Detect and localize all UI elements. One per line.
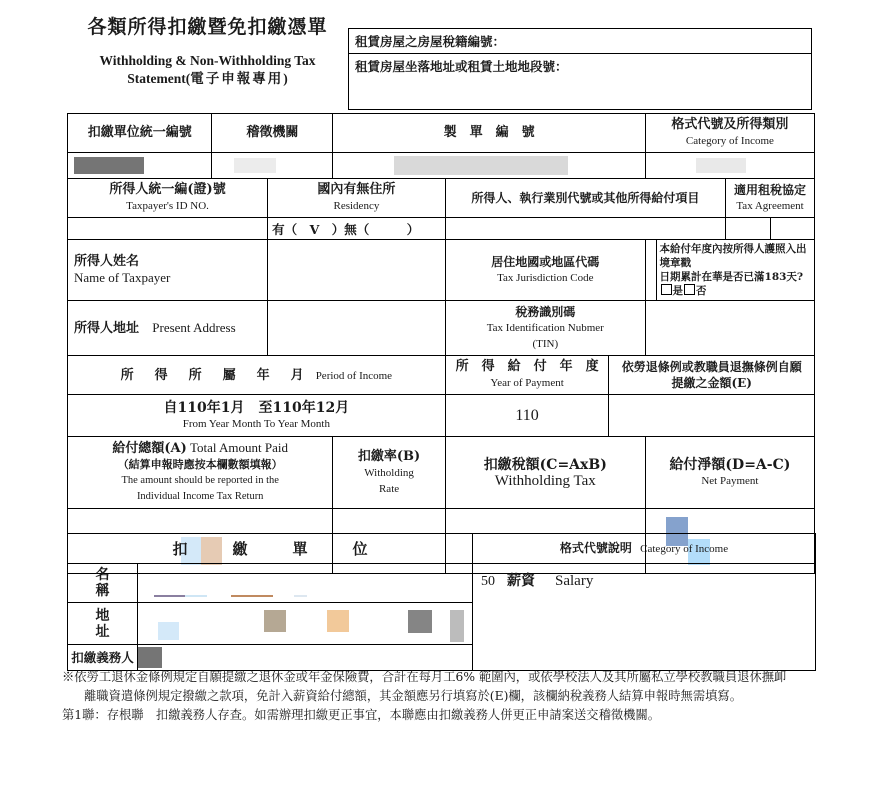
withholding-tax-header: [445, 437, 645, 509]
unit-id-value-cell[interactable]: [68, 153, 212, 179]
unit-id-header: 扣繳單位統一編號: [68, 114, 212, 153]
category-description-chinese: 格式代號說明: [559, 541, 632, 555]
withholding-unit-table: [67, 533, 815, 671]
footer-note-line3: 第1聯：存根聯 扣繳義務人存查。如需辦理扣繳更正事宜，本聯應由扣繳義務人併更正申請案送交稽徵機關。: [62, 708, 661, 722]
taxpayer-address-row: [68, 301, 815, 356]
taxpayer-id-header-chinese: 所得人統一編(證)號: [109, 182, 226, 197]
withholding-tax-header-english: Withholding Tax: [494, 472, 596, 489]
taxpayer-name-label: [68, 240, 268, 301]
form-subtitle-chinese: 電子申報專用: [190, 71, 284, 87]
form-title-english-line1: Withholding & Non-Withholding Tax: [99, 53, 316, 68]
payment-item-input[interactable]: [445, 218, 725, 240]
withholding-unit-title: 扣 繳 單 位: [68, 534, 473, 564]
period-header-chinese: 所 得 所 屬 年 月: [120, 367, 308, 383]
tax-agreement-header-english: Tax Agreement: [736, 200, 804, 212]
days-yes-checkbox[interactable]: [661, 284, 672, 295]
rental-property-box: [348, 28, 812, 110]
year-of-payment-value[interactable]: 110: [445, 395, 609, 437]
withholding-rate-header: [333, 437, 445, 509]
withholding-agent-redaction: [138, 647, 162, 668]
days-yes-label: 是: [672, 285, 684, 297]
withholder-name-redaction-1: [154, 595, 185, 597]
residency-header: [268, 179, 446, 218]
category-of-income-header: [645, 114, 814, 153]
year-of-payment-header-chinese: 所 得 給 付 年 度: [455, 359, 599, 374]
tin-header-chinese: 稅務識別碼: [515, 305, 576, 319]
tax-jurisdiction-header-chinese: 居住地國或地區代碼: [491, 255, 600, 269]
days-question-line1: 本給付年度內按所得人護照入出境章戳: [659, 243, 807, 269]
withholding-rate-header-english1: Witholding: [364, 466, 414, 479]
period-value-english: From Year Month To Year Month: [182, 417, 330, 430]
tax-jurisdiction-header: [445, 240, 645, 301]
withholder-address-input[interactable]: [138, 603, 473, 645]
category-name-english: Salary: [555, 573, 594, 589]
residency-header-english: Residency: [333, 200, 380, 212]
withholder-address-redaction-3: [327, 610, 349, 632]
period-header-english: Period of Income: [315, 369, 393, 382]
taxpayer-address-input[interactable]: [268, 301, 446, 356]
days-question-line2: [660, 270, 811, 298]
taxpayer-label-row: [68, 179, 815, 218]
withholder-name-label: 名 稱: [68, 564, 138, 603]
category-header-english: Category of Income: [685, 135, 774, 147]
form-title-chinese: 各類所得扣繳暨免扣繳憑單: [87, 16, 328, 38]
category-description-english: Category of Income: [640, 543, 729, 555]
total-amount-header-note-cn: （結算申報時應按本欄數額填報）: [117, 458, 283, 471]
tin-header: [445, 301, 645, 356]
tax-agreement-header: [726, 179, 815, 218]
taxpayer-address-label-chinese: 所得人地址: [74, 320, 140, 336]
tax-agreement-cell-left[interactable]: [726, 218, 771, 240]
taxpayer-address-label: [68, 301, 268, 356]
footer-note-line1: ※依勞工退休金條例規定自願提繳之退休金或年金保險費，合計在每月工6% 範圍內，或依學校法人及其所屬私立學校教職員退休撫卹: [62, 670, 787, 684]
category-value-cell[interactable]: [645, 153, 814, 179]
days-question-text: 日期累計在華是否已滿183天?: [659, 271, 804, 283]
taxpayer-name-label-english: Name of Taxpayer: [74, 270, 171, 285]
taxpayer-name-label-chinese: 所得人姓名: [74, 254, 140, 269]
form-subtitle-prefix: Statement(: [127, 71, 191, 86]
category-redaction: [696, 158, 746, 173]
category-description-header: [473, 534, 816, 564]
withholder-name-redaction-4: [294, 595, 307, 597]
net-payment-header-english: Net Payment: [701, 474, 759, 487]
tin-header-english: Tax Identification Nubmer: [486, 322, 604, 334]
residency-header-chinese: 國內有無住所: [317, 182, 396, 197]
withholding-unit-header-row: [68, 534, 816, 564]
withholding-rate-header-chinese: 扣繳率(B): [357, 448, 421, 464]
rental-house-tax-number-field[interactable]: 租賃房屋之房屋稅籍編號：: [349, 29, 811, 54]
statement-number-header: 製 單 編 號: [333, 114, 645, 153]
payment-item-header: 所得人、執行業別代號或其他所得給付項目: [445, 179, 725, 218]
voluntary-pension-header-line2: 提繳之金額(E): [671, 376, 752, 390]
voluntary-pension-header-line1: 依勞退條例或教職員退撫條例自願: [621, 360, 802, 374]
taxpayer-name-row: [68, 240, 815, 301]
period-value-cell[interactable]: [68, 395, 446, 437]
taxpayer-id-header-english: Taxpayer's ID NO.: [126, 200, 209, 212]
voluntary-pension-header: [609, 356, 815, 395]
period-value-row: [68, 395, 815, 437]
taxpayer-name-input[interactable]: [268, 240, 446, 301]
footer-notes: [62, 668, 852, 725]
total-amount-header-note-en2: Individual Income Tax Return: [136, 491, 264, 502]
tin-header-abbrev: (TIN): [532, 338, 559, 350]
taxpayer-id-header: [68, 179, 268, 218]
header-value-row: [68, 153, 815, 179]
voluntary-pension-value[interactable]: [609, 395, 815, 437]
total-amount-paid-header: [68, 437, 333, 509]
withholder-address-label: 地 址: [68, 603, 138, 645]
withholder-address-redaction-1: [158, 622, 179, 640]
category-description-value: [473, 564, 816, 671]
period-value-chinese: 自110年1月 至110年12月: [163, 399, 350, 416]
statement-number-redaction: [394, 156, 568, 175]
days-no-label: 否: [696, 285, 707, 297]
rental-house-address-field[interactable]: 租賃房屋坐落地址或租賃土地地段號：: [355, 59, 568, 74]
tax-jurisdiction-input[interactable]: [645, 240, 656, 301]
withholder-name-row: [68, 564, 816, 603]
total-amount-header-note-en1: The amount should be reported in the: [121, 475, 279, 486]
period-label-row: [68, 356, 815, 395]
period-of-income-header: [68, 356, 446, 395]
withholder-address-redaction-2: [264, 610, 286, 632]
tin-input[interactable]: [645, 301, 814, 356]
form-subtitle-suffix: ): [283, 71, 288, 86]
withholding-tax-header-chinese: 扣繳稅額(C=AxB): [483, 456, 607, 473]
withholding-rate-header-english2: Rate: [378, 482, 400, 495]
total-amount-header-chinese: 給付總額(A): [112, 441, 187, 456]
net-payment-header-chinese: 給付淨額(D=A-C): [669, 456, 791, 473]
tax-jurisdiction-header-english: Tax Jurisdiction Code: [497, 272, 594, 284]
days-in-country-question: [656, 240, 814, 301]
year-of-payment-header-english: Year of Payment: [490, 377, 564, 389]
withholding-agent-label: 扣繳義務人: [68, 645, 138, 671]
form-title-english-line2: [70, 70, 345, 88]
statement-number-value-cell[interactable]: [333, 153, 645, 179]
total-amount-header-english: Total Amount Paid: [189, 440, 289, 455]
taxpayer-address-label-english: Present Address: [152, 319, 236, 335]
withholding-agent-input[interactable]: [138, 645, 473, 671]
category-code: 50: [481, 574, 496, 589]
main-form-table: [67, 113, 815, 574]
taxpayer-id-input[interactable]: [68, 218, 268, 240]
form-title-block: [70, 14, 345, 88]
withholder-address-redaction-4: [408, 610, 432, 633]
withholder-address-redaction-5: [450, 610, 464, 642]
total-amount-header-line1: [70, 440, 330, 457]
tax-office-value-cell[interactable]: [212, 153, 333, 179]
tax-office-redaction: [234, 158, 276, 173]
unit-id-redaction: [74, 157, 144, 174]
taxpayer-value-row: [68, 218, 815, 240]
tax-agreement-header-chinese: 適用租稅協定: [734, 183, 807, 197]
withholder-name-redaction-group: [138, 572, 472, 602]
withholder-name-input[interactable]: [138, 564, 473, 603]
withholder-address-redaction-group: [138, 604, 472, 644]
withholder-name-redaction-2: [185, 595, 207, 597]
amount-label-row: [68, 437, 815, 509]
tax-office-header: 稽徵機關: [212, 114, 333, 153]
header-label-row: [68, 114, 815, 153]
category-name-chinese: 薪資: [507, 573, 536, 589]
year-of-payment-header: [445, 356, 609, 395]
days-no-checkbox[interactable]: [684, 284, 695, 295]
footer-note-line2: 離職資遣條例規定撥繳之款項，免計入薪資給付總額，其金額應另行填寫於(E)欄，該欄納稅義務人結算申報時無需填寫。: [84, 689, 743, 703]
category-header-chinese: 格式代號及所得類別: [671, 117, 789, 132]
net-payment-header: [645, 437, 814, 509]
tax-agreement-cell-right[interactable]: [771, 218, 815, 240]
residency-checkbox-field[interactable]: 有（ V ）無（ ）: [268, 218, 446, 240]
withholder-name-redaction-3: [231, 595, 273, 597]
